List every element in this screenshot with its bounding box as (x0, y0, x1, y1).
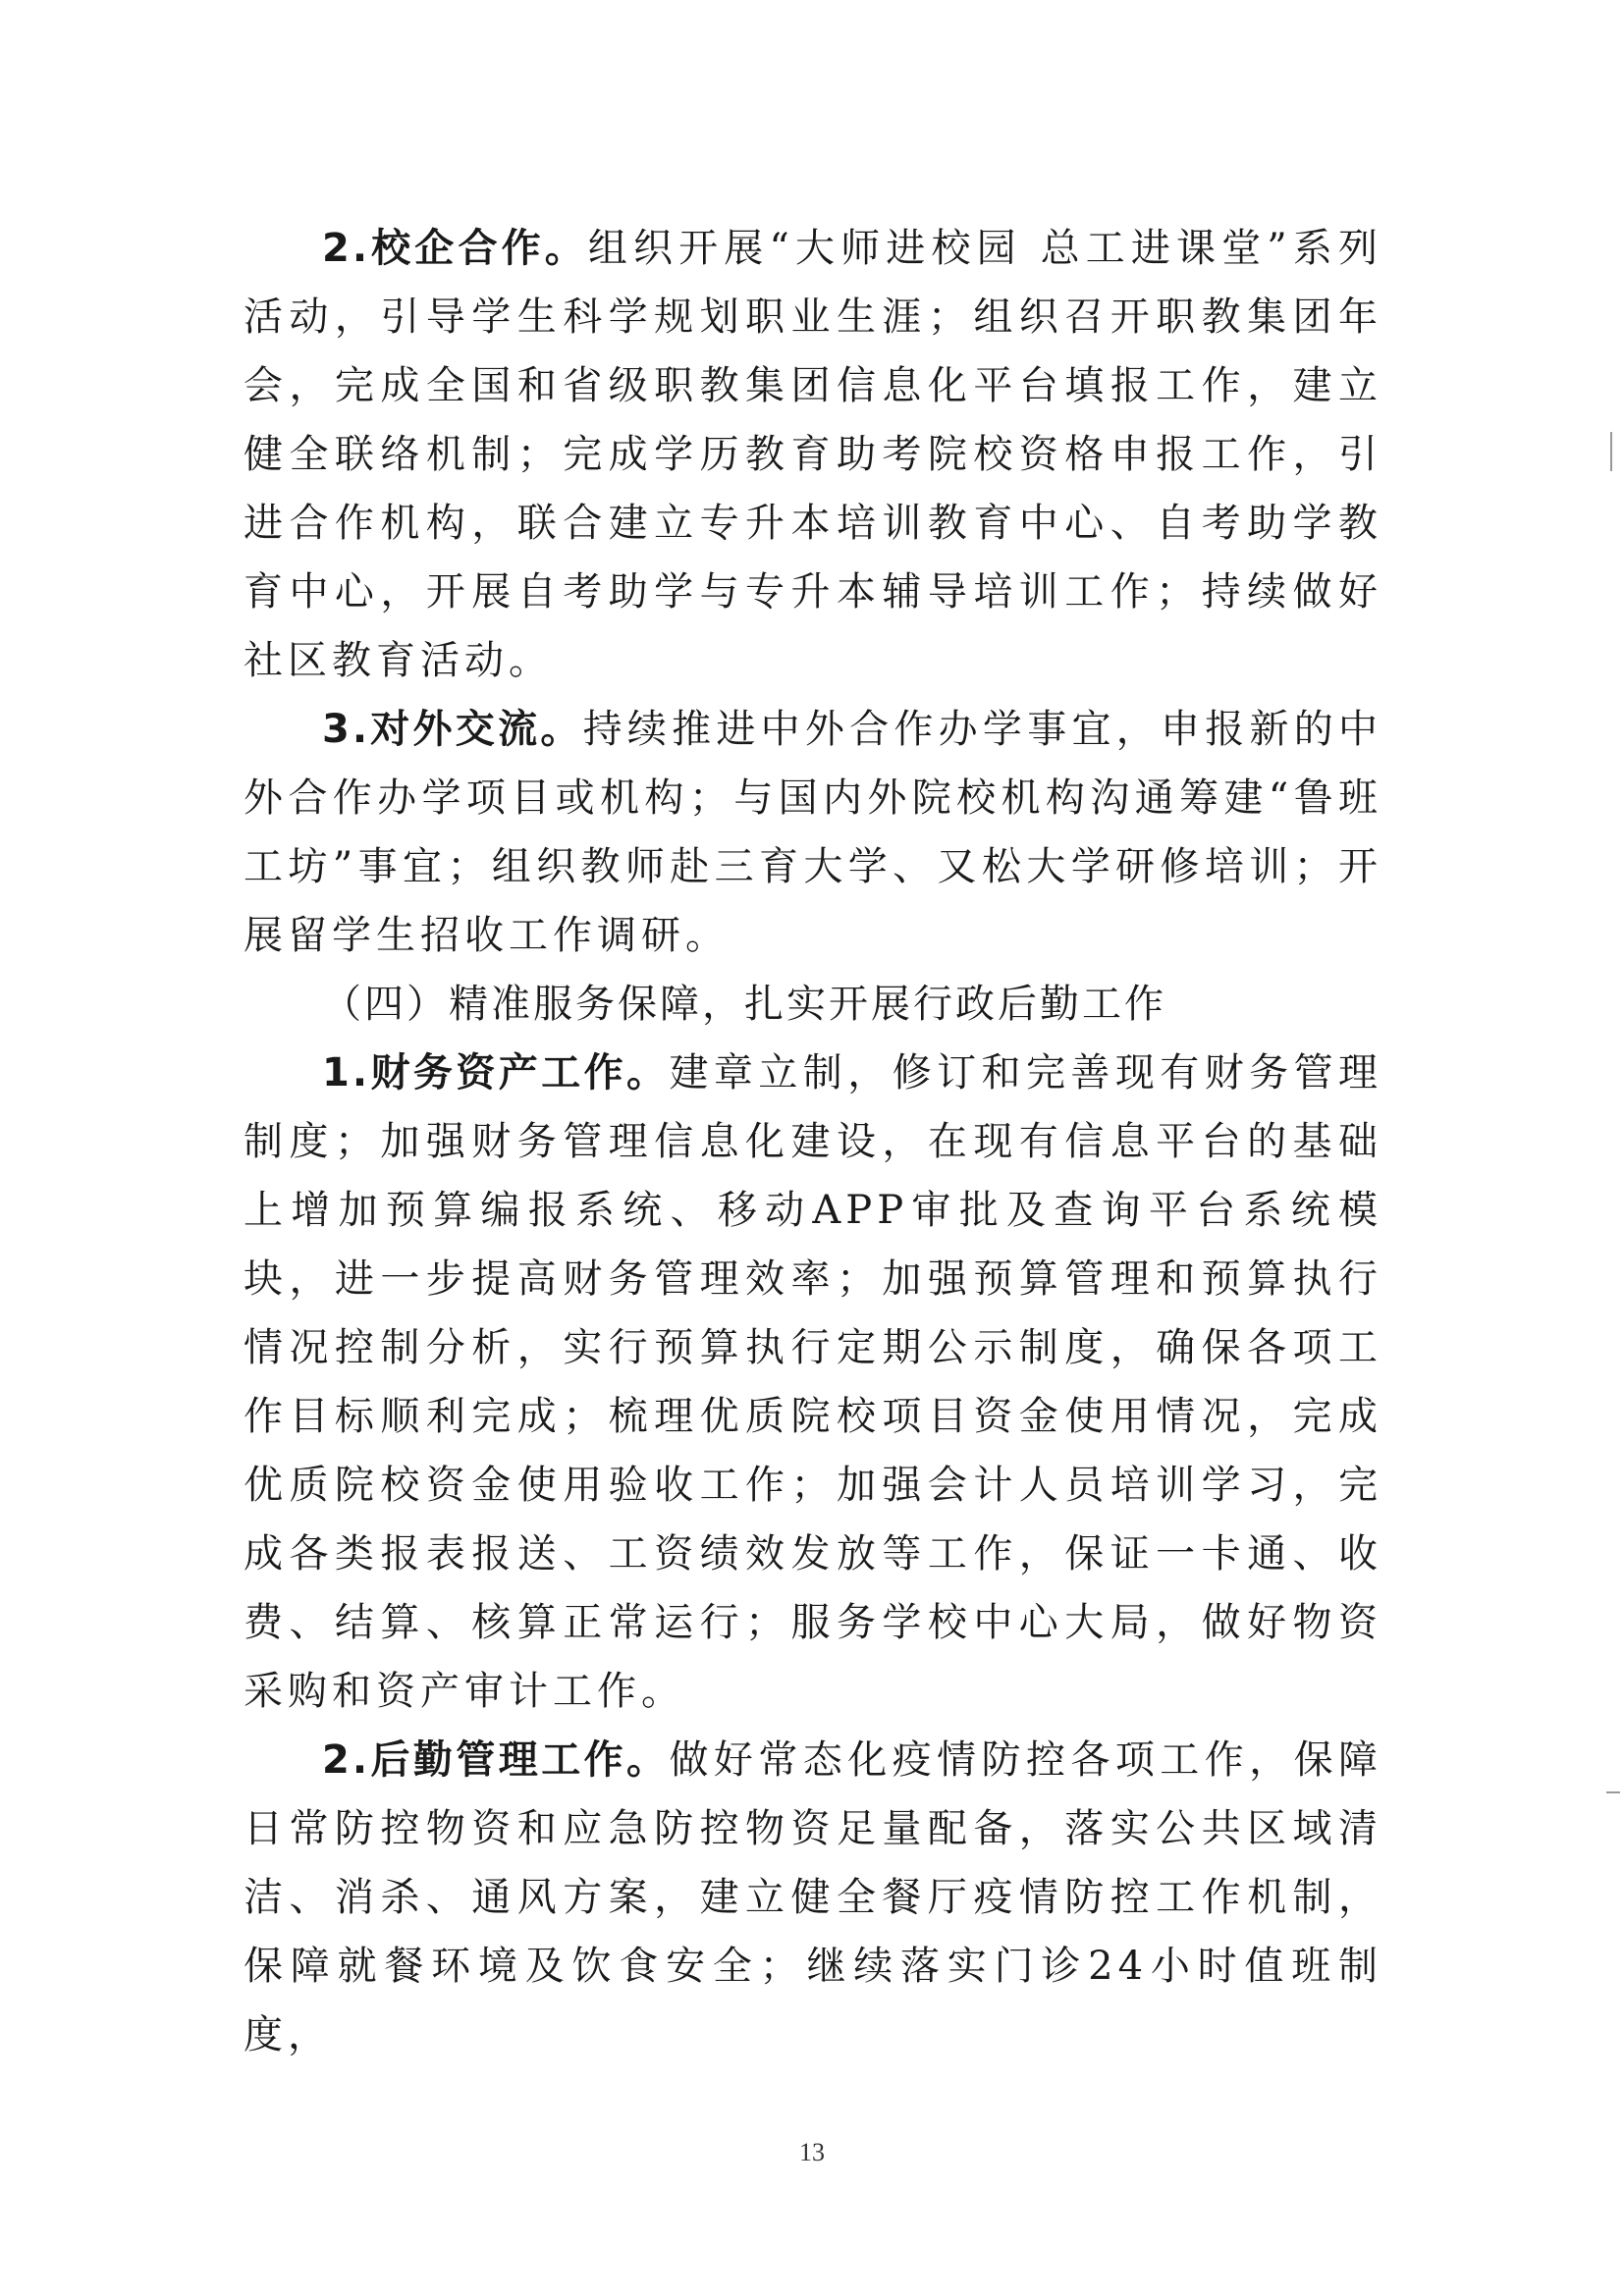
paragraph-heading: 1.财务资产工作。 (322, 1050, 670, 1095)
paragraph-text: 建章立制，修订和完善现有财务管理制度；加强财务管理信息化建设，在现有信息平台的基础上增加预算编报系统、移动APP审批及查询平台系统模块，进一步提高财务管理效率；加强预算管理和预算执行情况控制分析，实行预算执行定期公示制度，确保各项工作目标顺利完成；梳理优质院校项目资金使用情况，完成优质院校资金使用验收工作；加强会计人员培训学习，完成各类报表报送、工资绩效发放等工作，保证一卡通、收费、结算、核算正常运行；服务学校中心大局，做好物资采购和资产审计工作。 (244, 1050, 1383, 1714)
paragraph-external-exchange (244, 695, 1382, 970)
paragraph-finance-assets (244, 1039, 1382, 1726)
paragraph-heading: 2.后勤管理工作。 (322, 1737, 670, 1783)
document-body (244, 214, 1382, 2069)
paragraph-text: 组织开展“大师进校园 总工进课堂”系列活动，引导学生科学规划职业生涯；组织召开职教集团年会，完成全国和省级职教集团信息化平台填报工作，建立健全联络机制；完成学历教育助考院校资格申报工作，引进合作机构，联合建立专升本培训教育中心、自考助学教育中心，开展自考助学与专升本辅导培训工作；持续做好社区教育活动。 (244, 226, 1382, 683)
scan-edge-mark (1610, 432, 1612, 471)
paragraph-logistics (244, 1726, 1382, 2069)
section-subheading: （四）精准服务保障，扎实开展行政后勤工作 (322, 982, 1166, 1027)
paragraph-text: 持续推进中外合作办学事宜，申报新的中外合作办学项目或机构；与国内外院校机构沟通筹建“鲁班工坊”事宜；组织教师赴三育大学、又松大学研修培训；开展留学生招收工作调研。 (244, 707, 1383, 958)
scan-edge-mark (1606, 1791, 1620, 1793)
paragraph-heading: 3.对外交流。 (322, 707, 583, 752)
page-number: 13 (799, 2138, 825, 2166)
paragraph-school-enterprise (244, 214, 1382, 695)
paragraph-heading: 2.校企合作。 (322, 226, 588, 271)
paragraph-text: 做好常态化疫情防控各项工作，保障日常防控物资和应急防控物资足量配备，落实公共区域清洁、消杀、通风方案，建立健全餐厅疫情防控工作机制，保障就餐环境及饮食安全；继续落实门诊24小时值班制度， (244, 1737, 1383, 2057)
